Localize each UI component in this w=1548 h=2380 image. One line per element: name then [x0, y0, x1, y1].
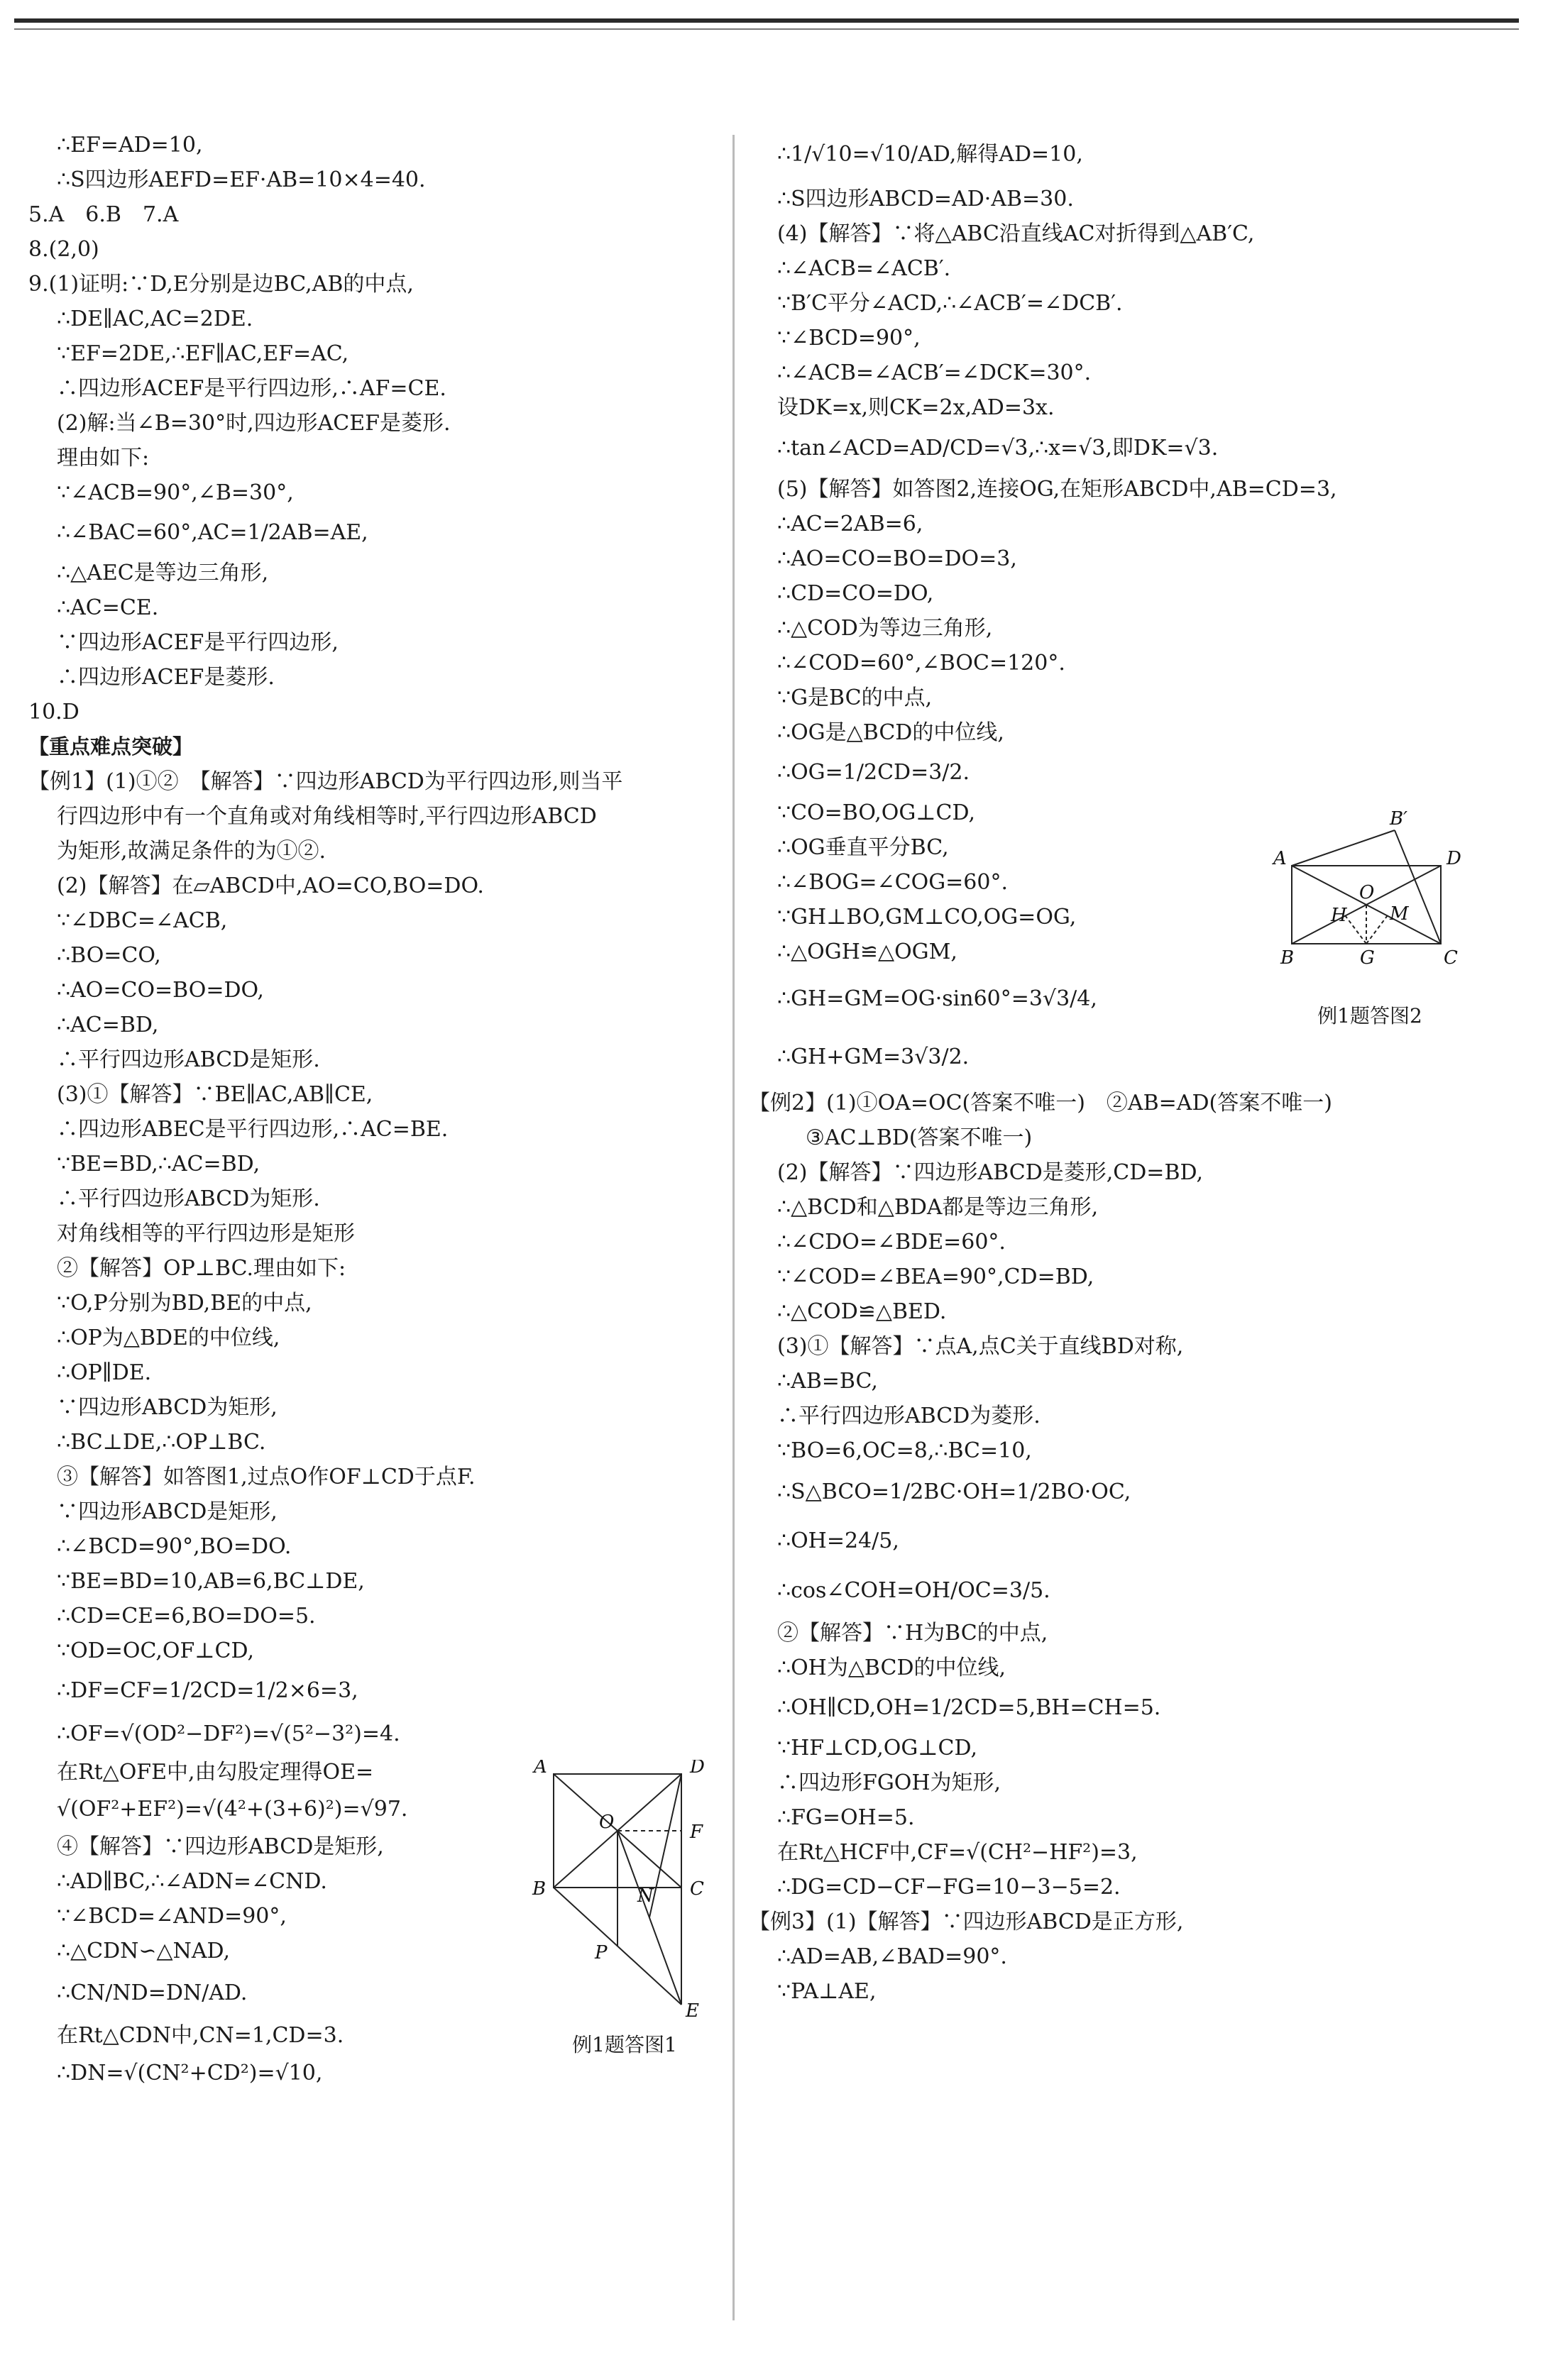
text-line: ∴∠CDO=∠BDE=60°.: [777, 1230, 1006, 1255]
text-line: ∴CN/ND=DN/AD.: [57, 1980, 248, 2005]
text-line: ∴四边形ACEF是平行四边形,∴AF=CE.: [57, 376, 446, 401]
fig2-label: B′: [1390, 808, 1408, 830]
right-column: [749, 128, 1494, 2009]
text-line: ∴四边形ACEF是菱形.: [57, 665, 275, 690]
text-line: (3)①【解答】∵BE∥AC,AB∥CE,: [57, 1082, 373, 1107]
text-line: ∴GH+GM=3√3/2.: [777, 1045, 970, 1069]
text-line: 行四边形中有一个直角或对角线相等时,平行四边形ABCD: [57, 804, 597, 829]
text-line: 【例1】(1)①② 【解答】∵四边形ABCD为平行四边形,则当平: [28, 769, 623, 794]
fig2-label: A: [1273, 848, 1287, 869]
top-rule-thin: [14, 28, 1519, 30]
text-line: ∴OF=√(OD²−DF²)=√(5²−3²)=4.: [57, 1721, 400, 1746]
text-line: ∴∠COD=60°,∠BOC=120°.: [777, 651, 1065, 676]
text-line: ∴AD∥BC,∴∠ADN=∠CND.: [57, 1869, 327, 1894]
text-line: ∴cos∠COH=OH/OC=3/5.: [777, 1578, 1050, 1603]
text-line: 【例3】(1)【解答】∵四边形ABCD是正方形,: [749, 1910, 1184, 1934]
text-line: ∴AC=BD,: [57, 1013, 159, 1037]
text-line: ∴平行四边形ABCD是矩形.: [57, 1047, 320, 1072]
text-line: ∴S四边形AEFD=EF·AB=10×4=40.: [57, 167, 426, 192]
text-line: ∴OG垂直平分BC,: [777, 835, 949, 860]
text-line: ∵BO=6,OC=8,∴BC=10,: [777, 1438, 1032, 1463]
text-line: (5)【解答】如答图2,连接OG,在矩形ABCD中,AB=CD=3,: [777, 477, 1337, 502]
text-line: ∴EF=AD=10,: [57, 133, 203, 158]
fig2-label: G: [1360, 947, 1375, 969]
figure-1-caption: 例1题答图1: [572, 2033, 677, 2056]
text-line: ∴DG=CD−CF−FG=10−3−5=2.: [777, 1875, 1121, 1900]
text-line: ∵∠DBC=∠ACB,: [57, 908, 228, 933]
text-line: ∴△COD≌△BED.: [777, 1299, 947, 1324]
text-line: (2)解:当∠B=30°时,四边形ACEF是菱形.: [57, 411, 451, 436]
text-line: ∴OH∥CD,OH=1/2CD=5,BH=CH=5.: [777, 1695, 1161, 1720]
text-line: ∴DN=√(CN²+CD²)=√10,: [57, 2061, 323, 2086]
text-line: ∴AO=CO=BO=DO=3,: [777, 546, 1017, 571]
text-line: ∴∠ACB=∠ACB′=∠DCK=30°.: [777, 360, 1092, 385]
text-line: ∵OD=OC,OF⊥CD,: [57, 1638, 254, 1663]
text-line: 对角线相等的平行四边形是矩形: [57, 1221, 355, 1246]
text-line: ∴OH=24/5,: [777, 1528, 899, 1553]
fig1-label: C: [690, 1878, 704, 1900]
figure-2-diagram: [1270, 802, 1469, 993]
text-line: ∴DF=CF=1/2CD=1/2×6=3,: [57, 1678, 358, 1703]
text-line: ∵O,P分别为BD,BE的中点,: [57, 1291, 312, 1316]
fig1-label: N: [637, 1885, 654, 1907]
text-line: ∴平行四边形ABCD为矩形.: [57, 1186, 320, 1211]
text-line: ∵四边形ABCD为矩形,: [57, 1395, 278, 1420]
text-line: ∴DE∥AC,AC=2DE.: [57, 307, 253, 331]
figure-1: [525, 1760, 724, 2058]
text-line: ∴AD=AB,∠BAD=90°.: [777, 1944, 1007, 1969]
text-line: ③AC⊥BD(答案不唯一): [806, 1125, 1033, 1150]
text-line: ∴CD=CO=DO,: [777, 581, 934, 606]
fig1-label: E: [686, 2000, 699, 2022]
fig2-label: M: [1390, 903, 1409, 925]
fig2-label: B: [1280, 947, 1295, 969]
text-line: ∵∠ACB=90°,∠B=30°,: [57, 480, 294, 505]
text-line: ∵PA⊥AE,: [777, 1979, 877, 2004]
text-line: ∴∠ACB=∠ACB′.: [777, 256, 951, 281]
fig1-label: F: [690, 1822, 703, 1843]
text-line: 9.(1)证明:∵D,E分别是边BC,AB的中点,: [28, 272, 414, 297]
fig1-label: P: [595, 1942, 608, 1963]
text-line: ∵∠BCD=90°,: [777, 326, 921, 351]
text-line: 10.D: [28, 700, 79, 725]
text-line: ∴BC⊥DE,∴OP⊥BC.: [57, 1430, 266, 1455]
text-line: ∴OG是△BCD的中位线,: [777, 720, 1004, 745]
fig2-label: H: [1331, 905, 1347, 926]
text-line: ∴△OGH≌△OGM,: [777, 940, 957, 964]
text-line: ∵BE=BD=10,AB=6,BC⊥DE,: [57, 1569, 365, 1594]
text-line: ∵∠COD=∠BEA=90°,CD=BD,: [777, 1265, 1094, 1289]
fig1-label: D: [690, 1760, 705, 1778]
fig2-label: D: [1447, 848, 1461, 869]
text-line: ∴平行四边形ABCD为菱形.: [777, 1404, 1041, 1428]
text-line: 8.(2,0): [28, 237, 99, 262]
text-line: 为矩形,故满足条件的为①②.: [57, 839, 326, 864]
text-line: ∴S四边形ABCD=AD·AB=30.: [777, 187, 1074, 211]
text-line: ∴OH为△BCD的中位线,: [777, 1655, 1006, 1680]
text-line: (3)①【解答】∵点A,点C关于直线BD对称,: [777, 1334, 1184, 1359]
text-line: ∴∠BAC=60°,AC=1/2AB=AE,: [57, 520, 368, 545]
fig2-label: O: [1359, 882, 1375, 903]
text-line: (4)【解答】∵将△ABC沿直线AC对折得到△AB′C,: [777, 221, 1255, 246]
text-line: 设DK=x,则CK=2x,AD=3x.: [777, 395, 1055, 420]
text-line: ∵GH⊥BO,GM⊥CO,OG=OG,: [777, 905, 1077, 930]
text-line: ∴AC=CE.: [57, 595, 159, 620]
text-line: ∵CO=BO,OG⊥CD,: [777, 800, 975, 825]
text-line: ②【解答】OP⊥BC.理由如下:: [57, 1256, 346, 1281]
text-line: ∴BO=CO,: [57, 943, 161, 968]
text-line: ∴∠BCD=90°,BO=DO.: [57, 1534, 292, 1559]
text-line: ∴四边形FGOH为矩形,: [777, 1770, 1001, 1795]
text-line: ∴AB=BC,: [777, 1369, 878, 1394]
text-line: (2)【解答】在▱ABCD中,AO=CO,BO=DO.: [57, 874, 484, 898]
text-line: ∴AC=2AB=6,: [777, 512, 923, 536]
text-line: ③【解答】如答图1,过点O作OF⊥CD于点F.: [57, 1465, 476, 1489]
fig1-label: A: [534, 1760, 547, 1778]
text-line: 5.A 6.B 7.A: [28, 202, 179, 227]
figure-2-caption: 例1题答图2: [1317, 1004, 1422, 1028]
text-line: 【例2】(1)①OA=OC(答案不唯一) ②AB=AD(答案不唯一): [749, 1091, 1332, 1115]
text-line: ∴OG=1/2CD=3/2.: [777, 760, 970, 785]
text-line: ∵HF⊥CD,OG⊥CD,: [777, 1736, 977, 1761]
text-line: (2)【解答】∵四边形ABCD是菱形,CD=BD,: [777, 1160, 1204, 1185]
text-line: ∴四边形ABEC是平行四边形,∴AC=BE.: [57, 1117, 449, 1142]
text-line: ∵B′C平分∠ACD,∴∠ACB′=∠DCB′.: [777, 291, 1123, 316]
text-line: ∴FG=OH=5.: [777, 1805, 915, 1830]
text-line: ∴S△BCO=1/2BC·OH=1/2BO·OC,: [777, 1480, 1131, 1504]
text-line: ∴△CDN∽△NAD,: [57, 1939, 231, 1963]
text-line: ∵∠BCD=∠AND=90°,: [57, 1904, 287, 1929]
text-line: 理由如下:: [57, 446, 150, 470]
text-line: ∵四边形ABCD是矩形,: [57, 1499, 278, 1524]
text-line: ∴∠BOG=∠COG=60°.: [777, 870, 1009, 895]
text-line: ∴OP∥DE.: [57, 1360, 152, 1385]
text-line: ∴1/√10=√10/AD,解得AD=10,: [777, 142, 1083, 167]
figure-1-diagram: [525, 1760, 724, 2022]
column-divider: [732, 135, 735, 2320]
text-line: ∵四边形ACEF是平行四边形,: [57, 630, 339, 655]
text-line: √(OF²+EF²)=√(4²+(3+6)²)=√97.: [57, 1797, 408, 1822]
figure-2: [1270, 802, 1469, 1029]
text-line: ∴CD=CE=6,BO=DO=5.: [57, 1604, 316, 1629]
text-line: ②【解答】∵H为BC的中点,: [777, 1621, 1048, 1646]
text-line: ∴OP为△BDE的中位线,: [57, 1326, 280, 1350]
text-line: ∴GH=GM=OG·sin60°=3√3/4,: [777, 986, 1097, 1011]
text-line: 在Rt△OFE中,由勾股定理得OE=: [57, 1760, 374, 1785]
text-line: ∴△AEC是等边三角形,: [57, 561, 269, 585]
text-line: ∵G是BC的中点,: [777, 685, 933, 710]
text-line: ④【解答】∵四边形ABCD是矩形,: [57, 1834, 384, 1859]
top-rule: [14, 18, 1519, 23]
fig2-label: C: [1444, 947, 1458, 969]
text-line: ∴AO=CO=BO=DO,: [57, 978, 264, 1003]
fig1-label: O: [599, 1812, 615, 1833]
section-heading: 【重点难点突破】: [28, 734, 194, 759]
text-line: 在Rt△CDN中,CN=1,CD=3.: [57, 2023, 344, 2048]
text-line: ∴tan∠ACD=AD/CD=√3,∴x=√3,即DK=√3.: [777, 436, 1219, 461]
text-line: 在Rt△HCF中,CF=√(CH²−HF²)=3,: [777, 1840, 1138, 1865]
text-line: ∵EF=2DE,∴EF∥AC,EF=AC,: [57, 341, 349, 366]
text-line: ∴△BCD和△BDA都是等边三角形,: [777, 1195, 1099, 1220]
text-line: ∴△COD为等边三角形,: [777, 616, 993, 641]
fig1-label: B: [532, 1878, 547, 1900]
text-line: ∵BE=BD,∴AC=BD,: [57, 1152, 260, 1177]
